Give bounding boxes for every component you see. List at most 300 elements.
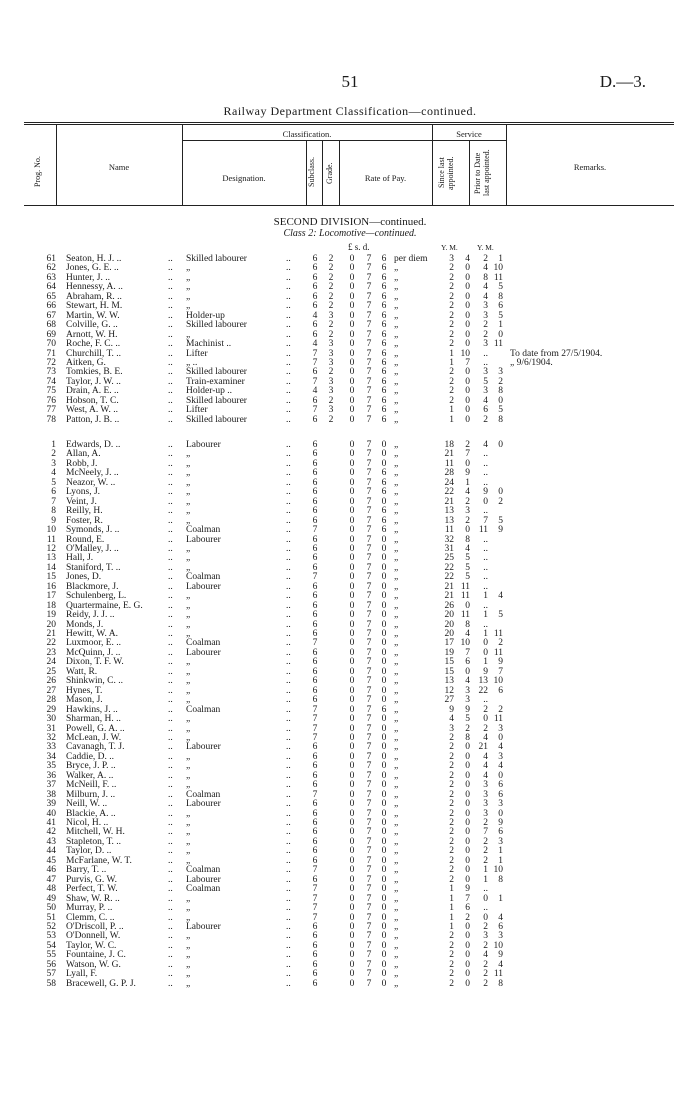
subclass: 6 <box>312 846 318 857</box>
pay-shillings: 7 <box>366 780 372 791</box>
subclass: 6 <box>312 543 318 554</box>
leader-dots: .. <box>168 619 173 630</box>
pay-period: „ <box>394 357 399 368</box>
subclass: 6 <box>312 468 318 479</box>
employee-name: Veint, J. <box>66 496 97 507</box>
employee-name: O'Malley, J. .. <box>66 543 119 554</box>
leader-dots: .. <box>168 827 173 838</box>
prog-number: 70 <box>46 339 56 350</box>
pay-pence: 0 <box>381 893 387 904</box>
prior-months: 7 <box>498 666 503 677</box>
subclass: 6 <box>312 836 318 847</box>
prog-number: 40 <box>46 808 56 819</box>
pay-pounds: 0 <box>349 836 355 847</box>
pay-shillings: 7 <box>366 629 372 639</box>
pay-pounds: 0 <box>349 799 355 810</box>
leader-dots: .. <box>168 386 173 397</box>
since-years: 2 <box>449 310 454 321</box>
pay-shillings: 7 <box>366 581 372 592</box>
pay-pence: 6 <box>381 272 387 283</box>
leader-dots: .. <box>168 543 173 554</box>
leader-dots: .. <box>286 572 291 583</box>
leader-dots: .. <box>286 912 291 923</box>
leader-dots: .. <box>286 367 291 378</box>
pay-shillings: 7 <box>366 846 372 857</box>
pay-period: „ <box>394 676 399 687</box>
since-years: 2 <box>449 836 454 847</box>
prior-years: 4 <box>483 440 488 450</box>
prog-number: 23 <box>46 647 56 658</box>
employee-name: Allan, A. <box>66 449 101 460</box>
since-years: 31 <box>444 543 454 554</box>
since-years: 22 <box>444 562 454 573</box>
pay-shillings: 7 <box>366 978 372 989</box>
prior-years: 2 <box>483 969 488 980</box>
prior-months: 5 <box>498 515 503 526</box>
pay-period: „ <box>394 921 399 932</box>
since-years: 2 <box>449 291 454 302</box>
leader-dots: .. <box>168 515 173 526</box>
pay-pence: 0 <box>381 685 387 696</box>
leader-dots: .. <box>168 921 173 932</box>
prog-number: 2 <box>51 449 56 460</box>
pay-pounds: 0 <box>349 657 355 668</box>
leader-dots: .. <box>286 405 291 416</box>
pay-period: „ <box>394 818 399 828</box>
section-subtitle: Class 2: Locomotive—continued. <box>283 228 417 239</box>
pay-shillings: 7 <box>366 254 372 264</box>
since-years: 1 <box>449 884 454 895</box>
pay-pounds: 0 <box>349 827 355 838</box>
leader-dots: .. <box>286 301 291 312</box>
prog-number: 13 <box>46 553 56 564</box>
subclass: 6 <box>312 440 318 450</box>
pay-pence: 6 <box>381 310 387 321</box>
pay-period: „ <box>394 348 399 359</box>
pay-pounds: 0 <box>349 301 355 312</box>
designation: Coalman <box>186 865 221 876</box>
since-years: 2 <box>449 959 454 970</box>
table-top-rule <box>24 122 674 123</box>
leader-dots: .. <box>286 458 291 469</box>
pay-period: „ <box>394 581 399 592</box>
employee-name: Jones, D. <box>66 572 102 583</box>
pay-shillings: 7 <box>366 732 372 743</box>
employee-name: Caddie, D. .. <box>66 751 115 762</box>
pay-period: „ <box>394 440 399 450</box>
pay-pounds: 0 <box>349 310 355 321</box>
since-years: 2 <box>449 732 454 743</box>
leader-dots: .. <box>168 647 173 658</box>
leader-dots: .. <box>286 263 291 274</box>
prog-number: 65 <box>46 291 56 302</box>
prior-months: 0 <box>498 487 503 498</box>
prior-months: 0 <box>498 329 503 340</box>
pay-pounds: 0 <box>349 647 355 658</box>
prior-years: 1 <box>483 865 488 876</box>
subclass: 6 <box>312 808 318 819</box>
pay-pence: 6 <box>381 405 387 416</box>
since-months: 6 <box>465 657 470 668</box>
grade: 3 <box>328 357 334 368</box>
designation: „ <box>186 272 191 283</box>
prog-number: 67 <box>46 310 56 321</box>
employee-name: Shinkwin, C. .. <box>66 676 124 687</box>
pay-pence: 0 <box>381 458 387 469</box>
subclass: 6 <box>312 818 318 828</box>
prior-years: 4 <box>483 751 488 762</box>
pay-period: „ <box>394 591 399 602</box>
leader-dots: .. <box>168 610 173 621</box>
pay-pounds: 0 <box>349 685 355 696</box>
prior-years: 0 <box>483 638 488 649</box>
prior-years: 7 <box>483 827 488 838</box>
pay-pence: 0 <box>381 449 387 460</box>
prior-years: 0 <box>483 647 488 658</box>
pay-shillings: 7 <box>366 301 372 312</box>
prior-years: 6 <box>483 405 488 416</box>
leader-dots: .. <box>286 950 291 961</box>
leader-dots: .. <box>286 395 291 406</box>
pay-shillings: 7 <box>366 376 372 387</box>
pay-shillings: 7 <box>366 458 372 469</box>
pay-shillings: 7 <box>366 515 372 526</box>
pay-shillings: 7 <box>366 742 372 753</box>
prog-number: 27 <box>46 685 56 696</box>
leader-dots: .. <box>286 751 291 762</box>
since-years: 2 <box>449 950 454 961</box>
since-years: 4 <box>449 714 454 725</box>
employee-name: Round, E. <box>66 534 105 545</box>
prog-number: 43 <box>46 836 56 847</box>
prior-years: 0 <box>483 912 488 923</box>
pay-period: „ <box>394 647 399 658</box>
pay-period: „ <box>394 610 399 621</box>
subclass: 6 <box>312 600 318 611</box>
prior-months: 11 <box>493 339 503 350</box>
pay-pence: 0 <box>381 921 387 932</box>
since-months: 7 <box>465 647 470 658</box>
prior-months: 3 <box>498 723 503 734</box>
prog-number: 71 <box>46 348 56 359</box>
pay-shillings: 7 <box>366 676 372 687</box>
prog-number: 36 <box>46 770 56 781</box>
since-years: 25 <box>444 553 454 564</box>
pay-pounds: 0 <box>349 348 355 359</box>
pay-period: „ <box>394 272 399 283</box>
subclass: 7 <box>312 638 318 649</box>
prog-number: 64 <box>46 282 56 293</box>
header-designation: Designation. <box>222 173 266 183</box>
header-service: Service <box>456 129 482 139</box>
prior-years: 3 <box>483 789 488 800</box>
pay-pounds: 0 <box>349 562 355 573</box>
subclass: 6 <box>312 477 318 488</box>
leader-dots: .. <box>168 723 173 734</box>
pay-shillings: 7 <box>366 657 372 668</box>
since-months: 0 <box>465 789 470 800</box>
pay-period: „ <box>394 836 399 847</box>
pay-pence: 6 <box>381 263 387 274</box>
grade: 2 <box>328 414 334 425</box>
pay-pence: 0 <box>381 836 387 847</box>
employee-name: Monds, J. <box>66 619 104 630</box>
prog-number: 73 <box>46 367 56 378</box>
since-months: 0 <box>465 827 470 838</box>
subclass: 7 <box>312 884 318 895</box>
since-years: 21 <box>444 591 454 602</box>
employee-name: Stapleton, T. .. <box>66 836 122 847</box>
employee-name: Hewitt, W. A. <box>66 629 118 639</box>
prior-years: .. <box>483 600 488 611</box>
leader-dots: .. <box>286 931 291 942</box>
leader-dots: .. <box>286 799 291 810</box>
prior-months: 8 <box>498 978 503 989</box>
prior-years: 1 <box>483 629 488 639</box>
pay-pence: 0 <box>381 440 387 450</box>
employee-name: Lyall, F. <box>66 969 98 980</box>
pay-period: „ <box>394 855 399 866</box>
leader-dots: .. <box>286 376 291 387</box>
pay-pence: 0 <box>381 959 387 970</box>
prior-months: 2 <box>498 496 503 507</box>
pay-period: „ <box>394 723 399 734</box>
pay-shillings: 7 <box>366 553 372 564</box>
prog-number: 44 <box>46 846 56 857</box>
prog-number: 32 <box>46 732 56 743</box>
prior-months: 4 <box>498 761 503 772</box>
pay-pence: 0 <box>381 695 387 706</box>
prog-number: 18 <box>46 600 56 611</box>
designation: Machinist .. <box>186 339 232 350</box>
prior-months: 11 <box>493 647 503 658</box>
grade: 2 <box>328 367 334 378</box>
since-months: 0 <box>465 320 470 331</box>
prog-number: 6 <box>51 487 56 498</box>
leader-dots: .. <box>168 780 173 791</box>
grade: 2 <box>328 320 334 331</box>
grade: 3 <box>328 310 334 321</box>
leader-dots: .. <box>168 367 173 378</box>
table-row <box>0 415 700 425</box>
prog-number: 12 <box>46 543 56 554</box>
employee-name: Murray, P. .. <box>66 903 113 914</box>
prior-years: 2 <box>483 940 488 951</box>
pay-pounds: 0 <box>349 912 355 923</box>
pay-pence: 0 <box>381 912 387 923</box>
prog-number: 74 <box>46 376 56 387</box>
employee-name: Symonds, J. .. <box>66 525 120 536</box>
leader-dots: .. <box>168 591 173 602</box>
pay-pounds: 0 <box>349 414 355 425</box>
pay-shillings: 7 <box>366 414 372 425</box>
pay-pounds: 0 <box>349 921 355 932</box>
leader-dots: .. <box>168 931 173 942</box>
designation: „ <box>186 477 191 488</box>
leader-dots: .. <box>168 477 173 488</box>
leader-dots: .. <box>286 562 291 573</box>
prior-years: 4 <box>483 950 488 961</box>
employee-name: Arnott, W. H. <box>66 329 118 340</box>
pay-pounds: 0 <box>349 600 355 611</box>
pay-pounds: 0 <box>349 884 355 895</box>
designation: „ <box>186 931 191 942</box>
employee-name: Hall, J. <box>66 553 94 564</box>
pay-pence: 0 <box>381 610 387 621</box>
prior-units: Y. M. <box>477 243 494 252</box>
prior-months: 0 <box>498 732 503 743</box>
subclass: 6 <box>312 553 318 564</box>
leader-dots: .. <box>168 742 173 753</box>
subclass: 7 <box>312 789 318 800</box>
prog-number: 49 <box>46 893 56 904</box>
subclass: 7 <box>312 376 318 387</box>
subclass: 6 <box>312 506 318 517</box>
pay-pounds: 0 <box>349 742 355 753</box>
prior-years: 2 <box>483 320 488 331</box>
employee-name: Roche, F. C. .. <box>66 339 121 350</box>
designation: „ <box>186 808 191 819</box>
prior-years: 3 <box>483 931 488 942</box>
since-years: 11 <box>444 458 454 469</box>
since-months: 0 <box>465 865 470 876</box>
prog-number: 20 <box>46 619 56 630</box>
since-months: 0 <box>465 940 470 951</box>
subclass: 7 <box>312 865 318 876</box>
designation: Coalman <box>186 572 221 583</box>
designation: Lifter <box>186 348 208 359</box>
leader-dots: .. <box>168 836 173 847</box>
pay-shillings: 7 <box>366 714 372 725</box>
subclass: 6 <box>312 291 318 302</box>
prog-number: 61 <box>46 254 56 264</box>
designation: „ <box>186 912 191 923</box>
since-months: 0 <box>465 978 470 989</box>
pay-period: „ <box>394 846 399 857</box>
prog-number: 38 <box>46 789 56 800</box>
designation: „ <box>186 780 191 791</box>
since-years: 2 <box>449 969 454 980</box>
leader-dots: .. <box>168 799 173 810</box>
pay-period: „ <box>394 808 399 819</box>
prog-number: 55 <box>46 950 56 961</box>
designation: Labourer <box>186 921 221 932</box>
pay-period: per diem <box>394 254 428 264</box>
prior-years: 9 <box>483 487 488 498</box>
subclass: 6 <box>312 676 318 687</box>
prior-years: .. <box>483 695 488 706</box>
since-years: 2 <box>449 789 454 800</box>
leader-dots: .. <box>286 657 291 668</box>
prior-months: 5 <box>498 405 503 416</box>
subclass: 6 <box>312 562 318 573</box>
leader-dots: .. <box>286 414 291 425</box>
employee-name: McFarlane, W. T. <box>66 855 132 866</box>
grade: 2 <box>328 301 334 312</box>
leader-dots: .. <box>168 376 173 387</box>
leader-dots: .. <box>286 903 291 914</box>
table-row <box>0 979 700 989</box>
pay-shillings: 7 <box>366 487 372 498</box>
since-months: 8 <box>465 534 470 545</box>
prior-years: 2 <box>483 723 488 734</box>
since-months: 5 <box>465 553 470 564</box>
pay-shillings: 7 <box>366 320 372 331</box>
pay-pounds: 0 <box>349 903 355 914</box>
pay-pence: 6 <box>381 301 387 312</box>
pay-period: „ <box>394 525 399 536</box>
pay-pence: 0 <box>381 723 387 734</box>
prog-number: 25 <box>46 666 56 677</box>
pay-pounds: 0 <box>349 449 355 460</box>
prog-number: 11 <box>46 534 56 545</box>
prog-number: 51 <box>46 912 56 923</box>
pay-pounds: 0 <box>349 320 355 331</box>
subclass: 6 <box>312 742 318 753</box>
subclass: 4 <box>312 310 318 321</box>
subclass: 7 <box>312 714 318 725</box>
prior-years: 13 <box>478 676 488 687</box>
pay-pounds: 0 <box>349 405 355 416</box>
leader-dots: .. <box>286 357 291 368</box>
since-months: 0 <box>465 808 470 819</box>
leader-dots: .. <box>286 449 291 460</box>
designation: „ <box>186 506 191 517</box>
remarks: To date from 27/5/1904. <box>510 348 603 359</box>
leader-dots: .. <box>286 254 291 264</box>
prog-number: 29 <box>46 704 56 715</box>
pay-pence: 0 <box>381 581 387 592</box>
leader-dots: .. <box>168 414 173 425</box>
grade: 2 <box>328 272 334 283</box>
designation: Labourer <box>186 874 221 885</box>
designation: „ <box>186 666 191 677</box>
pay-pounds: 0 <box>349 395 355 406</box>
subclass: 4 <box>312 386 318 397</box>
prior-months: 5 <box>498 282 503 293</box>
pay-pounds: 0 <box>349 440 355 450</box>
designation: Skilled labourer <box>186 414 247 425</box>
prior-years: 4 <box>483 282 488 293</box>
pay-pounds: 0 <box>349 487 355 498</box>
pay-period: „ <box>394 543 399 554</box>
since-years: 2 <box>449 874 454 885</box>
designation: „ <box>186 827 191 838</box>
employee-name: Blackmore, J. <box>66 581 119 592</box>
since-years: 32 <box>444 534 454 545</box>
employee-name: Hobson, T. C. <box>66 395 119 406</box>
prog-number: 75 <box>46 386 56 397</box>
leader-dots: .. <box>168 940 173 951</box>
since-years: 2 <box>449 865 454 876</box>
pay-pounds: 0 <box>349 931 355 942</box>
subclass: 6 <box>312 799 318 810</box>
designation: „ <box>186 329 191 340</box>
since-years: 3 <box>449 723 454 734</box>
prior-months: 9 <box>498 657 503 668</box>
leader-dots: .. <box>286 732 291 743</box>
since-months: 10 <box>460 348 470 359</box>
prog-number: 78 <box>46 414 56 425</box>
pay-pence: 6 <box>381 254 387 264</box>
subclass: 6 <box>312 591 318 602</box>
leader-dots: .. <box>168 310 173 321</box>
since-years: 20 <box>444 629 454 639</box>
subclass: 6 <box>312 761 318 772</box>
designation: „ <box>186 836 191 847</box>
subclass: 7 <box>312 357 318 368</box>
leader-dots: .. <box>286 827 291 838</box>
